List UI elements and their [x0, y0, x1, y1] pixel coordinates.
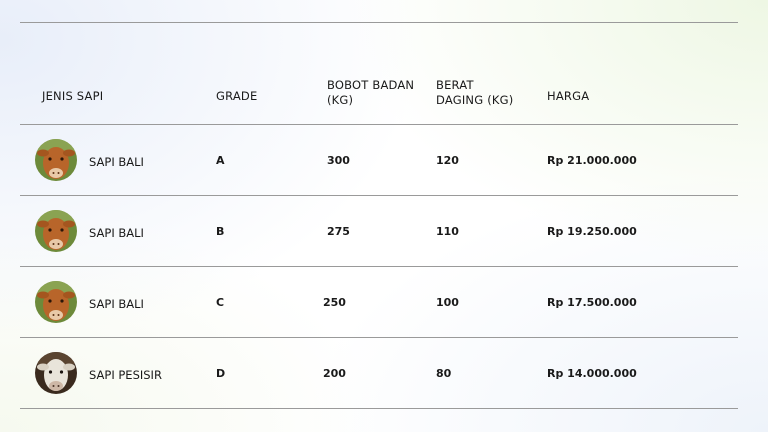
cattle-type: SAPI PESISIR	[89, 368, 162, 382]
header-bobot-badan: BOBOT BADAN (KG)	[327, 78, 415, 107]
price: Rp 21.000.000	[547, 154, 637, 167]
header-jenis-sapi: JENIS SAPI	[42, 89, 104, 103]
body-weight: 275	[327, 225, 350, 238]
cattle-grade: B	[216, 225, 225, 238]
brown-cow-photo	[35, 139, 77, 181]
table-row	[20, 338, 738, 409]
cattle-grade: D	[216, 367, 226, 380]
cattle-type: SAPI BALI	[89, 297, 144, 311]
meat-weight: 120	[436, 154, 459, 167]
meat-weight: 80	[436, 367, 452, 380]
header-berat-daging: BERAT DAGING (KG)	[436, 78, 514, 107]
header-grade: GRADE	[216, 89, 258, 103]
white-cow-photo	[35, 352, 77, 394]
table-row	[20, 125, 738, 196]
body-weight: 250	[323, 296, 346, 309]
cattle-grade: A	[216, 154, 225, 167]
meat-weight: 100	[436, 296, 459, 309]
cattle-type: SAPI BALI	[89, 155, 144, 169]
price: Rp 14.000.000	[547, 367, 637, 380]
top-divider	[20, 22, 738, 23]
brown-cow-photo	[35, 281, 77, 323]
price: Rp 19.250.000	[547, 225, 637, 238]
table-row	[20, 196, 738, 267]
table-header	[20, 60, 738, 125]
meat-weight: 110	[436, 225, 459, 238]
body-weight: 300	[327, 154, 350, 167]
table-row	[20, 267, 738, 338]
price: Rp 17.500.000	[547, 296, 637, 309]
cattle-grade: C	[216, 296, 225, 309]
cattle-type: SAPI BALI	[89, 226, 144, 240]
body-weight: 200	[323, 367, 346, 380]
header-harga: HARGA	[547, 89, 590, 103]
brown-cow-photo	[35, 210, 77, 252]
